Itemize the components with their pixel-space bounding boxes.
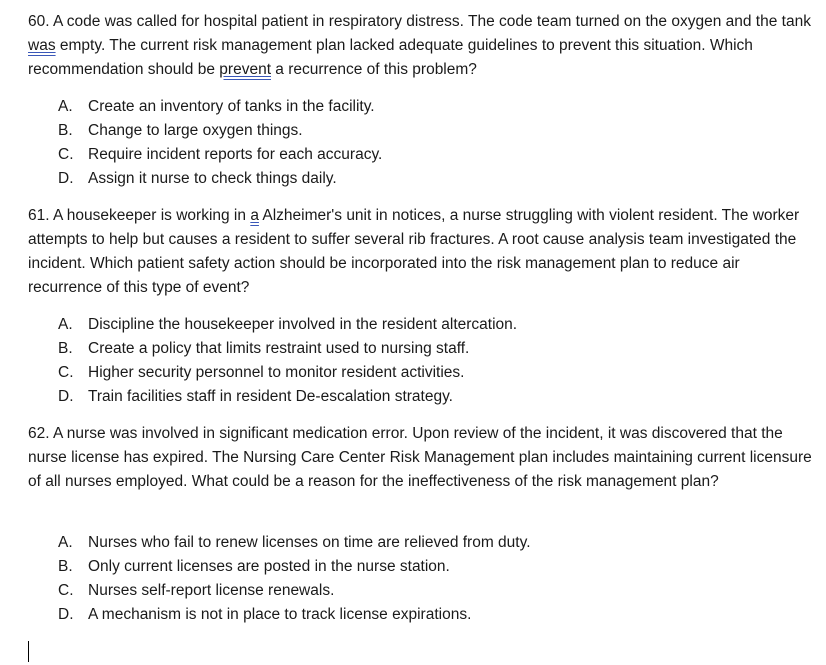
question-60-option-a [58,95,382,119]
question-62-option-c [58,579,531,603]
option-letter: C. [58,582,74,599]
question-61-text-1: 61. A housekeeper is working in [28,207,251,224]
option-letter: B. [58,122,73,139]
question-60-stem [28,10,818,82]
question-62-option-b [58,555,531,579]
option-text: Nurses who fail to renew licenses on time are relieved from duty. [88,534,531,551]
option-text: Train facilities staff in resident De-escalation strategy. [88,388,453,405]
grammar-flag-a[interactable]: a [250,207,259,224]
option-text: A mechanism is not in place to track license expirations. [88,606,472,623]
question-61-stem [28,204,818,300]
question-60-text-3: a recurrence of this problem? [271,61,477,78]
option-letter: D. [58,606,74,623]
option-letter: C. [58,146,74,163]
question-60-text-1: 60. A code was called for hospital patient in respiratory distress. The code team turned on the oxygen and the tank [28,13,811,30]
option-text: Change to large oxygen things. [88,122,303,139]
option-letter: C. [58,364,74,381]
option-letter: A. [58,534,73,551]
question-62-options [58,531,531,627]
question-62-stem: 62. A nurse was involved in significant medication error. Upon review of the incident, it was discovered that the nurse license has expired. The Nursing Care Center Risk Management plan includes maintaining current licensure of all nurses employed. What could be a reason for the ineffectiveness of the risk management plan? [28,425,812,490]
option-letter: A. [58,98,73,115]
grammar-flag-prevent[interactable]: prevent [219,61,271,78]
question-61-option-c [58,361,517,385]
question-62-option-d [58,603,531,627]
question-60-option-c [58,143,382,167]
text-cursor [28,641,29,662]
option-text: Higher security personnel to monitor resident activities. [88,364,465,381]
question-60-text-2: empty. The current risk management plan lacked adequate guidelines to prevent this situation. Which recommendation should be [28,37,753,78]
option-text: Nurses self-report license renewals. [88,582,335,599]
option-text: Create a policy that limits restraint used to nursing staff. [88,340,470,357]
option-letter: A. [58,316,73,333]
option-text: Discipline the housekeeper involved in the resident altercation. [88,316,518,333]
question-61-option-d [58,385,517,409]
option-letter: B. [58,558,73,575]
question-61-options [58,313,517,409]
option-text: Require incident reports for each accuracy. [88,146,383,163]
option-letter: B. [58,340,73,357]
question-61-text-2: Alzheimer's unit in notices, a nurse struggling with violent resident. The worker attempts to help but causes a resident to suffer several rib fractures. A root cause analysis team investigated the incident. Which patient safety action should be incorporated into the risk management plan to reduce air recurrence of this type of event? [28,207,800,296]
option-text: Assign it nurse to check things daily. [88,170,337,187]
grammar-flag-was[interactable]: was [28,37,56,54]
question-60-options [58,95,382,191]
question-62-option-a [58,531,531,555]
question-60-option-b [58,119,382,143]
question-60-option-d [58,167,382,191]
option-text: Only current licenses are posted in the nurse station. [88,558,450,575]
option-letter: D. [58,170,74,187]
question-61-option-b [58,337,517,361]
option-letter: D. [58,388,74,405]
question-61-option-a [58,313,517,337]
option-text: Create an inventory of tanks in the facility. [88,98,375,115]
